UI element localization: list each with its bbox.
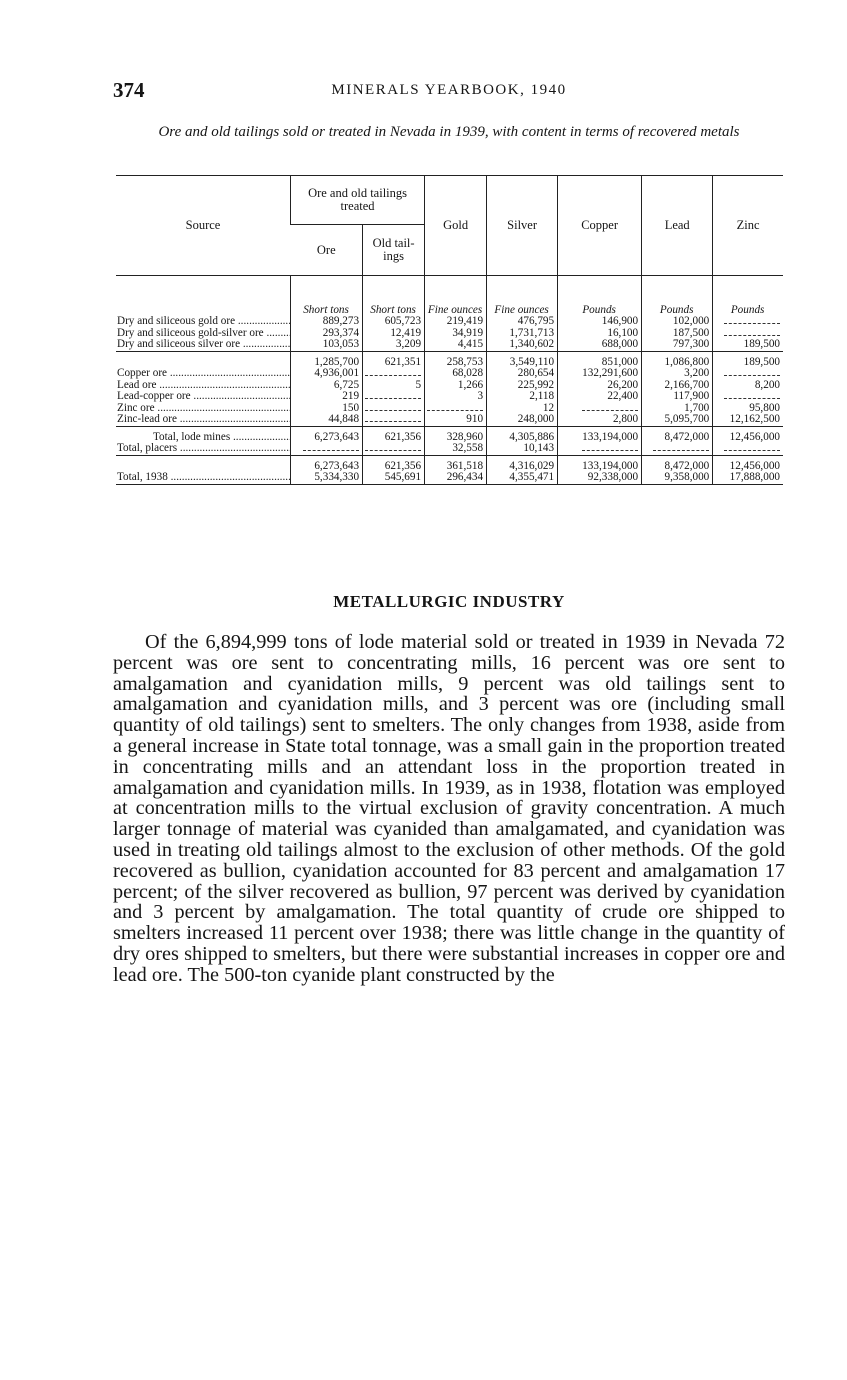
cell-zinc: 12,162,500 [713,414,783,426]
cell-gold: 219,419 [425,316,487,328]
row-label [116,351,291,368]
cell-zinc [713,391,783,403]
unit-ore: Short tons [291,276,363,317]
cell-copper: 16,100 [558,328,642,340]
cell-old [363,403,425,415]
cell-old: 621,356 [363,426,425,443]
unit-copper: Pounds [558,276,642,317]
header-source: Source [116,176,291,276]
cell-gold: 4,415 [425,339,487,351]
cell-silver: 4,305,886 [487,426,558,443]
header-ore-old-tailings: Ore and old tailings treated [291,176,425,225]
cell-ore [291,443,363,455]
cell-old [363,368,425,380]
cell-lead: 117,900 [642,391,713,403]
cell-lead: 1,086,800 [642,351,713,368]
cell-ore: 4,936,001 [291,368,363,380]
body-paragraph: Of the 6,894,999 tons of lode material sold or treated in 1939 in Nevada 72 percent was ore sent to concentrating mills, 16 percent was ore sent to amalgamation and cyanidation mills, 9 percent was old tailings sent to amalgamation and cyanidation mills, and 3 percent was ore (including small quantity of old tailings) sent to smelters. The only changes from 1938, aside from a general increase in State total tonnage, was a small gain in the proportion treated in concentrating mills and an attendant loss in the proportion treated in amalgamation and cyanidation mills. In 1939, as in 1938, flotation was employed at concentration mills to the virtual exclusion of gravity concentration. A much larger tonnage of material was cyanided than amalgamated, and cyanidation was used in treating old tailings almost to the exclusion of other methods. Of the gold recovered as bullion, cyanidation accounted for 83 percent and amalgamation 17 percent; of the silver recovered as bullion, 97 percent was derived by cyanidation and 3 percent by amalgamation. The total quantity of crude ore shipped to smelters increased 11 percent over 1938; there was little change in the quantity of dry ores shipped to smelters, but there were substantial increases in copper ore and lead ore. The 500-ton cyanide plant constructed by the [113,631,785,986]
cell-ore: 1,285,700 [291,351,363,368]
cell-lead: 3,200 [642,368,713,380]
cell-old [363,414,425,426]
row-label: Lead ore ..... [116,380,291,392]
cell-lead: 2,166,700 [642,380,713,392]
row-label: Lead-copper ore ..... [116,391,291,403]
cell-ore: 293,374 [291,328,363,340]
cell-zinc: 189,500 [713,339,783,351]
cell-old: 621,351 [363,351,425,368]
row-label: Total, placers ..... [116,443,291,455]
cell-old: 5 [363,380,425,392]
cell-lead: 1,700 [642,403,713,415]
cell-ore: 6,273,643 [291,426,363,443]
cell-ore: 103,053 [291,339,363,351]
unit-zinc: Pounds [713,276,783,317]
row-label: Total, 1938 ..... [116,472,291,484]
table-row [116,368,783,380]
cell-zinc: 8,200 [713,380,783,392]
cell-gold: 328,960 [425,426,487,443]
cell-zinc [713,368,783,380]
cell-silver: 280,654 [487,368,558,380]
unit-gold: Fine ounces [425,276,487,317]
row-label: Zinc-lead ore ..... [116,414,291,426]
cell-gold: 68,028 [425,368,487,380]
cell-silver: 1,731,713 [487,328,558,340]
cell-old: 12,419 [363,328,425,340]
header-gold: Gold [425,176,487,276]
cell-old: 545,691 [363,472,425,484]
cell-gold: 32,558 [425,443,487,455]
cell-ore: 889,273 [291,316,363,328]
cell-ore: 5,334,330 [291,472,363,484]
header-zinc: Zinc [713,176,783,276]
cell-copper: 146,900 [558,316,642,328]
ore-tailings-table [116,175,783,485]
cell-lead: 8,472,000 [642,455,713,472]
cell-ore: 219 [291,391,363,403]
table-row [116,316,783,328]
cell-ore: 6,725 [291,380,363,392]
table-row [116,339,783,351]
cell-ore: 6,273,643 [291,455,363,472]
cell-gold: 296,434 [425,472,487,484]
cell-copper: 688,000 [558,339,642,351]
header-old-tailings: Old tail-ings [363,225,425,276]
cell-silver: 2,118 [487,391,558,403]
row-label: Copper ore ..... [116,368,291,380]
cell-silver: 4,316,029 [487,455,558,472]
cell-gold: 258,753 [425,351,487,368]
cell-copper: 2,800 [558,414,642,426]
unit-old-tailings: Short tons [363,276,425,317]
table-caption: Ore and old tailings sold or treated in Nevada in 1939, with content in terms of recovered metals [158,124,740,140]
table-row [116,351,783,368]
row-label: Zinc ore ..... [116,403,291,415]
row-label [116,455,291,472]
cell-copper: 133,194,000 [558,455,642,472]
cell-zinc: 12,456,000 [713,426,783,443]
cell-copper: 92,338,000 [558,472,642,484]
cell-old: 605,723 [363,316,425,328]
table-row [116,443,783,455]
table-row [116,455,783,472]
cell-lead: 187,500 [642,328,713,340]
page-number: 374 [113,78,145,102]
cell-copper: 851,000 [558,351,642,368]
cell-gold: 34,919 [425,328,487,340]
table-body [116,276,783,485]
cell-silver: 248,000 [487,414,558,426]
cell-lead: 8,472,000 [642,426,713,443]
cell-lead: 102,000 [642,316,713,328]
unit-silver: Fine ounces [487,276,558,317]
cell-copper [558,443,642,455]
table-row [116,426,783,443]
cell-zinc [713,443,783,455]
cell-silver: 10,143 [487,443,558,455]
cell-copper: 132,291,600 [558,368,642,380]
cell-copper: 26,200 [558,380,642,392]
cell-silver: 4,355,471 [487,472,558,484]
running-title: MINERALS YEARBOOK, 1940 [331,82,567,98]
page-header [113,78,785,108]
unit-lead: Pounds [642,276,713,317]
header-ore: Ore [291,225,363,276]
section-title: METALLURGIC INDUSTRY [333,592,565,611]
cell-copper: 22,400 [558,391,642,403]
cell-old: 3,209 [363,339,425,351]
cell-zinc [713,316,783,328]
cell-silver: 12 [487,403,558,415]
cell-gold: 3 [425,391,487,403]
table-row [116,472,783,484]
cell-ore: 44,848 [291,414,363,426]
row-label: Dry and siliceous gold-silver ore ..... [116,328,291,340]
units-row [116,276,783,317]
cell-zinc: 95,800 [713,403,783,415]
cell-gold: 361,518 [425,455,487,472]
header-silver: Silver [487,176,558,276]
cell-ore: 150 [291,403,363,415]
cell-lead: 797,300 [642,339,713,351]
cell-zinc: 189,500 [713,351,783,368]
cell-zinc: 12,456,000 [713,455,783,472]
header-copper: Copper [558,176,642,276]
header-lead: Lead [642,176,713,276]
cell-silver: 225,992 [487,380,558,392]
table-row [116,414,783,426]
cell-copper: 133,194,000 [558,426,642,443]
row-label: Dry and siliceous silver ore ..... [116,339,291,351]
row-label: Total, lode mines ..... [116,426,291,443]
row-label: Dry and siliceous gold ore ..... [116,316,291,328]
cell-zinc: 17,888,000 [713,472,783,484]
cell-gold: 910 [425,414,487,426]
cell-gold: 1,266 [425,380,487,392]
table-row [116,391,783,403]
cell-old [363,391,425,403]
cell-lead: 5,095,700 [642,414,713,426]
cell-old: 621,356 [363,455,425,472]
cell-silver: 476,795 [487,316,558,328]
cell-lead [642,443,713,455]
cell-old [363,443,425,455]
cell-lead: 9,358,000 [642,472,713,484]
cell-silver: 1,340,602 [487,339,558,351]
cell-silver: 3,549,110 [487,351,558,368]
